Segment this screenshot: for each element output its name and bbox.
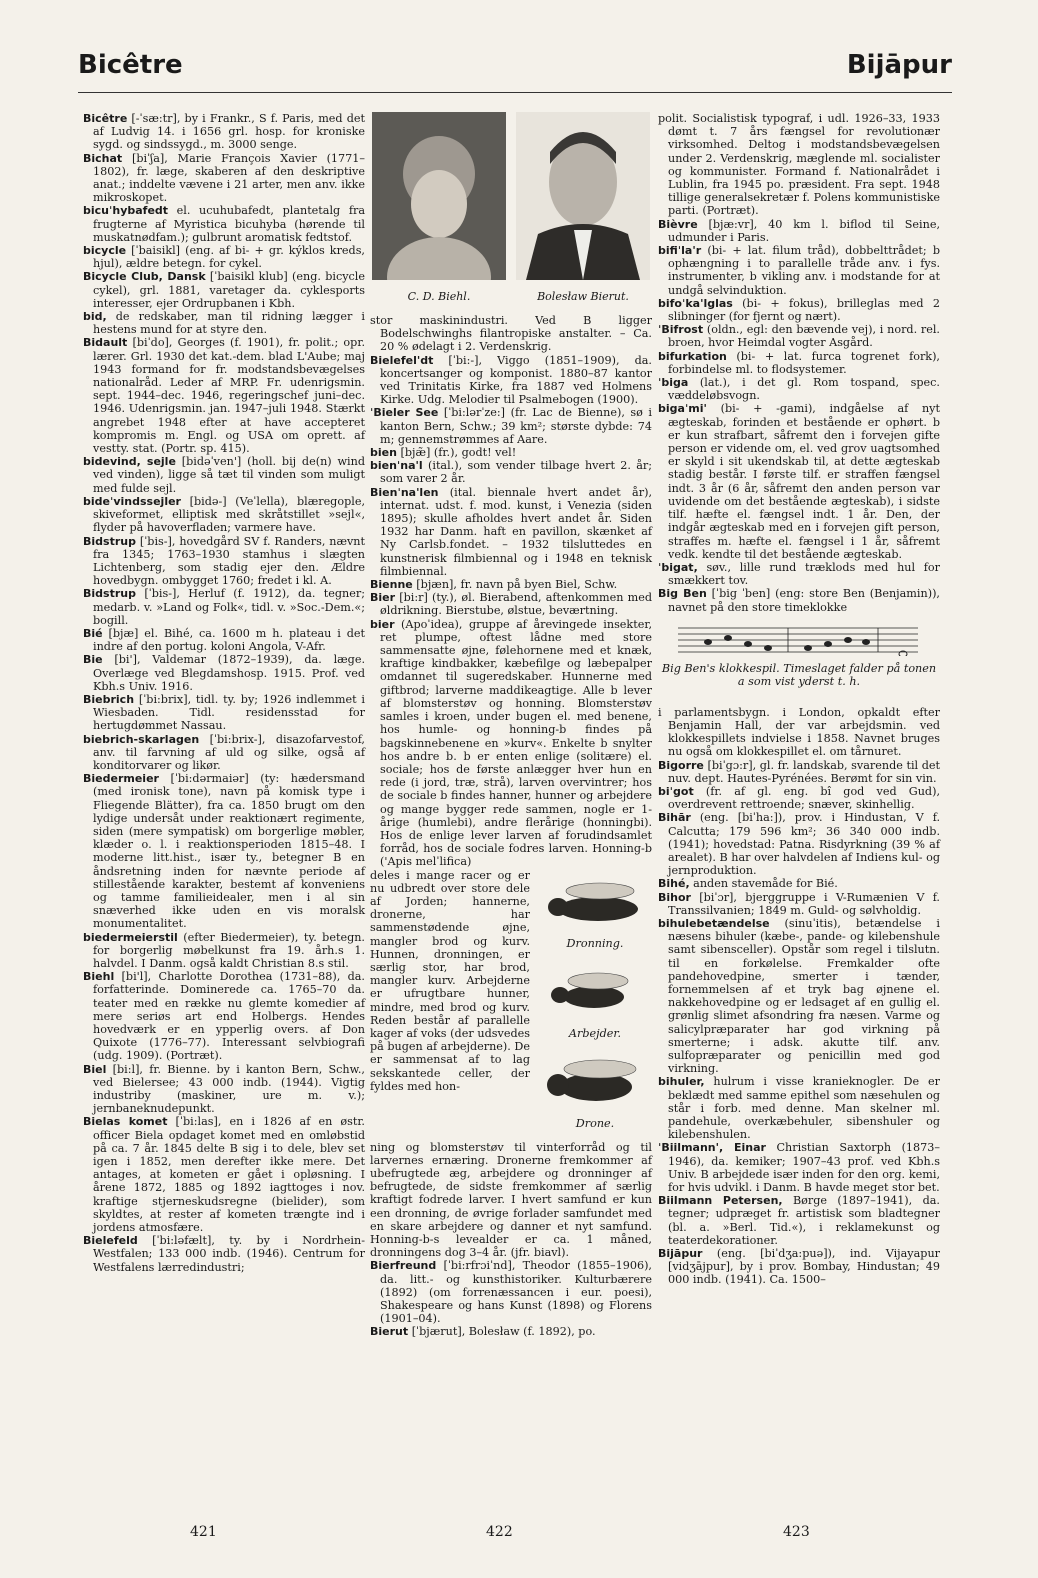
entry-definition: [biˈɔr], bjerggruppe i V-Rumænien V f. Transsilvanien; 1849 m. Guld- og sølvholdig. — [668, 890, 940, 917]
entry-headword: Biehl — [83, 970, 115, 984]
page-number-left: 421 — [190, 1524, 217, 1540]
entry-headword: Bierfreund — [370, 1259, 437, 1273]
entry-headword: Bielefeld — [83, 1234, 138, 1248]
entry-headword: Bièvre — [658, 217, 698, 231]
entry-definition: (Apoˈidea), gruppe af årevingede insekter, ret plumpe, oftest lådne med store sammensatte øjne, følehornene med et knæk, kraftige kindbakker, kæbefilge og læbepalper omdannet til sugeredskaber. Hunnerne med giftbrod; larverne maddikeagtige. Alle b lever af blomsterstøv og honning. Blomsterstøv samles i kroen, under bugen el. med benene, hos humle- og honning-b findes på bagskinnebenene en »kurv«. Enkelte b snylter hos andre b. b er enten enlige (solitære) el. sociale; hos de første anlægger hver hun en rede (i jord, træ, strå), larven overvintrer; hos de sociale b findes hanner, hunner og arbejdere og mange bygger rede sammen, nogle er 1-årige (humlebi), andre flerårige (honningbi). Hos de enlige lever larven af forudindsamlet forråd, hos de sociale fodres larven. Honning-b ('Apis melˈlifica) — [380, 617, 652, 869]
entry-headword: ˈbigat, — [658, 560, 698, 574]
dictionary-entry — [658, 759, 940, 785]
entry-headword: Bielefel'dt — [370, 353, 434, 367]
entry-headword: Biilmann Petersen, — [658, 1194, 783, 1208]
entry-headword: bienˈna'l — [370, 459, 423, 473]
dictionary-entry — [83, 1063, 365, 1116]
dictionary-entry — [658, 1141, 940, 1194]
portrait-biehl — [372, 112, 506, 280]
dictionary-entry — [658, 877, 940, 890]
dictionary-entry — [83, 1115, 365, 1234]
entry-definition: (fr. af gl. eng. bî god ved Gud), overdrevent rettroende; snæver, skinhellig. — [668, 784, 940, 812]
entry-definition: (ital. biennale hvert andet år), internat. udst. f. mod. kunst, i Venezia (siden 1895); skulle afholdes hvert andet år. Siden 1932 har Danm. haft en pavillon, skænket af Ny Carlsb.fondet. – 1932 tilsluttedes en kunstnerisk filmbiennal og i 1948 en teknisk filmbiennal. — [380, 485, 652, 578]
entry-headword: Bidault — [83, 336, 128, 350]
dictionary-entry — [370, 591, 652, 617]
dictionary-entry — [83, 970, 365, 1062]
entry-definition: (eng. [biˈha:]), prov. i Hindustan, V f. Calcutta; 179 596 km²; 36 340 000 indb. (1941); hovedstad: Patna. Risdyrkning (39 % af arealet). B har over halvdelen af Indiens kul- og jernproduktion. — [668, 811, 940, 878]
entry-headword: Bier — [370, 591, 396, 605]
entry-definition: (lat.), i det gl. Rom tospand, spec. væddeløbsvogn. — [668, 376, 940, 403]
entry-definition: [bi:l], fr. Bienne. by i kanton Bern, Schw., ved Bielersee; 43 000 indb. (1944). Vigtig industriby (maskiner, ure m. v.); jernbaneknudepunkt. — [93, 1062, 365, 1116]
entry-definition: (ital.), som vender tilbage hvert 2. år; som varer 2 år. — [380, 459, 652, 486]
entry-headword: Biedermeier — [83, 772, 159, 786]
entry-definition: [ˈbjærut], Bolesław (f. 1892), po. — [408, 1325, 596, 1339]
entry-headword: Bicycle Club, Dansk — [83, 270, 206, 284]
dictionary-entry — [658, 112, 940, 218]
dictionary-entry — [658, 811, 940, 877]
entry-definition: i parlamentsbygn. i London, opkaldt efter Benjamin Hall, der var arbejdsmin. ved klokkespillets indvielse i 1858. Navnet bruges nu også om klokkespillet el. om tårnuret. — [658, 705, 940, 759]
dictionary-entry — [83, 112, 365, 152]
entry-headword: bihulebetændelse — [658, 916, 770, 930]
dictionary-entry — [83, 733, 365, 773]
dictionary-entry — [83, 587, 365, 627]
dictionary-entry — [658, 587, 940, 613]
entry-headword: Biel — [83, 1062, 107, 1076]
page-number-middle: 422 — [486, 1524, 513, 1540]
entry-definition: [bidə-] (Veˈlella), blæregople, skiveformet, elliptisk med skråtstillet »sejl«, flyder på havoverfladen; varmere have. — [93, 494, 365, 535]
entry-headword: Bigorre — [658, 758, 704, 772]
running-header — [78, 50, 952, 93]
column-3 — [658, 112, 940, 1287]
bee-illustration-block — [370, 869, 652, 1141]
entry-headword: Bijāpur — [658, 1247, 703, 1261]
dictionary-entry — [83, 455, 365, 495]
entry-definition: [bidəˈven'] (holl. bij de(n) wind ved vinden), ligge så tæt til vinden som muligt med fulde sejl. — [93, 455, 365, 495]
entry-definition: polit. Socialistisk typograf, i udl. 1926–33, 1933 dømt t. 7 års fængsel for revolutionær virksomhed. Deltog i modstandsbevægelsen under 2. Verdenskrig, mæglende ml. socialister og kommunister. Formand f. Nationalrådet i Lublin, fra 1945 po. præsident. Fra sept. 1948 tillige generalsekretær f. Polens kommunistiske parti. (Portræt). — [658, 112, 940, 218]
dictionary-entry — [83, 1234, 365, 1274]
dictionary-entry — [658, 297, 940, 323]
entry-headword: bier — [370, 617, 395, 631]
entry-headword: Bidstrup — [83, 534, 136, 548]
entry-definition: [ˈbi:las], en i 1826 af en østr. officer Biela opdaget komet med en omløbstid på ca. 7 år. 1845 delte B sig i to dele, blev set igen i 1852, men derefter ikke mere. Det antages, at kometen er gået i opløsning. I årene 1872, 1885 og 1892 iagttoges i nov. kraftige stjerneskudsregne (bielider), som skyldtes, at rester af kometen trængte ind i jordens atmosfære. — [93, 1115, 365, 1235]
entry-definition: (eng. [biˈdʒa:puə]), ind. Vijayapur [vidʒājpur], by i prov. Bombay, Hindustan; 49 000 indb. (1941). Ca. 1500– — [668, 1247, 940, 1287]
caption-drone: Drone. — [575, 1116, 615, 1130]
entry-headword: bid, — [83, 310, 107, 324]
entry-definition: [ˈbi:ləfælt], ty. by i Nordrhein-Westfalen; 133 000 indb. (1946). Centrum for Westfalens lærredindustri; — [93, 1234, 365, 1274]
entry-headword: Bichat — [83, 151, 123, 165]
entry-definition: [-ˈsæ:tr], by i Frankr., S f. Paris, med det af Ludvig 14. i 1656 grl. hosp. for kroniske sygd. og sindssygd., m. 3000 senge. — [93, 112, 365, 152]
entry-headword: ˈBieler See — [370, 406, 439, 420]
dictionary-entry — [370, 314, 652, 354]
entry-definition: søv., lille rund træklods med hul for smækkert tov. — [668, 560, 940, 588]
entry-definition: (bi- + lat. filum tråd), dobbelttrådet; b ophængning i to parallelle tråde anv. i fys. instrumenter, b vikling anv. i modstande for at undgå selvinduktion. — [668, 244, 940, 297]
dictionary-entry — [658, 891, 940, 917]
entry-headword: bideˈvindssejler — [83, 494, 181, 508]
entry-headword: Bienne — [370, 578, 413, 592]
entry-definition: Børge (1897–1941), da. tegner; udpræget fr. artistisk som bladtegner (bl. a. »Berl. Tid.«), i reklamekunst og teaterdekorationer. — [668, 1194, 940, 1247]
column-1 — [83, 112, 365, 1274]
dictionary-entry — [658, 1075, 940, 1141]
entry-definition: [ˈbig ˈben] (eng: store Ben (Benjamin)), navnet på den store timeklokke — [668, 587, 940, 614]
dictionary-entry — [83, 495, 365, 535]
caption-biehl: C. D. Biehl. — [407, 290, 471, 303]
dictionary-entry — [658, 706, 940, 759]
dictionary-entry — [83, 310, 365, 336]
entry-definition: anden stavemåde for Bié. — [689, 877, 838, 891]
dictionary-entry — [83, 693, 365, 733]
header-left-word: Bicêtre — [78, 50, 183, 80]
dictionary-entry — [370, 578, 652, 591]
dictionary-entry — [83, 772, 365, 930]
entry-definition: [ˈbis-], hovedgård SV f. Randers, nævnt fra 1345; 1763–1930 stamhus i slægten Lichtenberg, som stadig ejer den. Ældre hovedbygn. ombygget 1760; fredet i kl. A. — [93, 534, 365, 588]
dictionary-entry — [370, 1259, 652, 1325]
dictionary-entry — [83, 627, 365, 653]
entry-definition: [bjæ̃] (fr.), godt! vel! — [396, 446, 517, 460]
dictionary-entry — [83, 270, 365, 310]
entry-headword: ˈBiilmann', Einar — [658, 1141, 766, 1155]
entry-definition: (oldn., egl: den bævende vej), i nord. rel. broen, hvor Heimdal vogter Asgård. — [668, 323, 940, 350]
dictionary-entry — [658, 218, 940, 244]
entry-headword: Bierut — [370, 1325, 409, 1339]
entry-headword: bien — [370, 446, 397, 460]
entry-headword: biedermeierstil — [83, 930, 178, 944]
entry-headword: bidevind, sejle — [83, 455, 176, 469]
entry-definition: [bjæ:vr], 40 km l. biflod til Seine, udmunder i Paris. — [668, 217, 940, 244]
entry-definition: [ˈbaisikl klub] (eng. bicycle cykel), grl. 1881, varetager da. cyklesports interesser, ejer Ordrupbanen i Kbh. — [93, 270, 365, 310]
entry-definition: el. ucuhubafedt, plantetalg fra frugterne af Myristica bicuhyba (hørende til muskatnødfam.); gulbrunt aromatisk fedtstof. — [93, 204, 365, 244]
entry-headword: bicuˈhybafedt — [83, 204, 169, 218]
entry-definition: [ˈbi:brix], tidl. ty. by; 1926 indlemmet i Wiesbaden. Tidl. residensstad for hertugdømmet Nassau. — [93, 692, 365, 733]
header-right-word: Bijāpur — [846, 50, 952, 80]
entry-headword: Bienˈna'len — [370, 485, 439, 499]
dictionary-entry — [83, 931, 365, 971]
entry-headword: Bidstrup — [83, 587, 136, 601]
entry-definition: [ˈbi:lərˈze:] (fr. Lac de Bienne), sø i kanton Bern, Schw.; 39 km²; største dybde: 74 m; gennemstrømmes af Aare. — [380, 406, 652, 446]
queen-bee-image — [538, 873, 652, 935]
entry-definition: [biˈʃa], Marie François Xavier (1771–1802), fr. læge, skaberen af den deskriptive anat.; inddelte vævene i 21 arter, men anv. ikke mikroskopet. — [93, 151, 365, 205]
dictionary-entry — [658, 1194, 940, 1247]
entry-definition: [ˈbi:-], Viggo (1851–1909), da. koncertsanger og komponist. 1880–87 kantor ved Trinitatis Kirke, fra 1887 ved Holmens Kirke. Udg. Melodier til Psalmebogen (1900). — [380, 353, 652, 407]
dictionary-entry — [658, 561, 940, 587]
dictionary-entry — [83, 535, 365, 588]
entry-headword: bigaˈmi' — [658, 402, 707, 416]
entry-headword: ˈbiga — [658, 376, 689, 390]
entry-headword: biebrich-skarlagen — [83, 732, 200, 746]
entry-definition: de redskaber, man til ridning lægger i hestens mund for at styre den. — [93, 310, 365, 337]
entry-definition: (efter Biedermeier), ty. betegn. for borgerlig møbelkunst fra 19. årh.s 1. halvdel. I Danm. også kaldt Christian 8.s stil. — [93, 930, 365, 970]
bee-continuation-text: ning og blomsterstøv til vinterforråd og til larvernes ernæring. Dronerne fremkommer af ubefrugtede æg, arbejdere og dronninger af befrugtede, de sidste fremkommer af særlig kraftigt fodrede larver. I hvert samfund er kun een dronning, de øvrige forlader samfundet med en skare arbejdere og danner et nyt samfund. Honning-b-s levealder er ca. 1 måned, dronningens dog 3–4 år. (jfr. biavl). — [370, 1140, 652, 1260]
entry-definition: [bi'l], Charlotte Dorothea (1731–88), da. forfatterinde. Dominerede ca. 1765–70 da. teater med en række nu glemte komedier af mere seriøs art end Holbergs. Hendes hovedværk er en ypperlig overs. af Don Quixote (1776–77). Interessant selvbiografi (udg. 1909). (Portræt). — [93, 970, 365, 1063]
entry-definition: [ˈbi:rfrɔiˈnd], Theodor (1855–1906), da. litt.- og kunsthistoriker. Kulturbærere (1892) (om forrenæssancen i eur. poesi), Shakespeare og hans Kunst (1898) og Florens (1901–04). — [380, 1259, 652, 1326]
dictionary-entry — [370, 446, 652, 459]
entry-definition: stor maskinindustri. Ved B ligger Bodelschwinghs filantropiske anstalter. – Ca. 20 % ødelagt i 2. Verdenskrig. — [370, 314, 652, 354]
entry-definition: [biˈgɔ:r], gl. fr. landskab, svarende til det nuv. dept. Hautes-Pyrénées. Berømt for sin vin. — [668, 758, 940, 785]
entry-definition: [ˈbi:dərmaiər] (ty: hædersmand (med ironisk tone), navn på komisk type i Fliegende Blätter), fra ca. 1850 brugt om den lydige undersåt under reaktionært regimente, siden (mere sympatisk) om borgerlige møbler, klæder o. l. i reaktionsperioden 1815–48. I moderne litt.hist., især ty., betegner B en åndsretning inden for nævnte periode af stillestående karakter, bestemt af konveniens og tamme familieidealer, men i al sin snæverhed ikke uden en vis moralsk monumentalitet. — [93, 772, 365, 931]
entry-headword: Biebrich — [83, 692, 135, 706]
entry-definition: [ˈbi:brix-], disazofarvestof, anv. til farvning af uld og silke, også af konditorvarer og likør. — [93, 732, 365, 772]
entry-headword: Bihé, — [658, 877, 690, 891]
entry-definition: [ˈbis-], Herluf (f. 1912), da. tegner; medarb. v. »Land og Folk«, tidl. v. »Soc.-Dem.«; bogill. — [93, 587, 365, 627]
dictionary-entry — [83, 244, 365, 270]
entry-headword: Big Ben — [658, 587, 707, 601]
entry-headword: bihuler, — [658, 1075, 705, 1089]
dictionary-entry — [83, 336, 365, 455]
page-number-right: 423 — [783, 1524, 810, 1540]
dictionary-entry — [658, 350, 940, 376]
entry-headword: Bihor — [658, 890, 691, 904]
dictionary-entry — [658, 402, 940, 560]
dictionary-entry — [658, 785, 940, 811]
dictionary-entry — [658, 1247, 940, 1287]
entry-definition: [bi'], Valdemar (1872–1939), da. læge. Overlæge ved Blegdamshosp. 1915. Prof. ved Kbh.s Univ. 1916. — [93, 653, 365, 693]
big-ben-music-figure — [658, 614, 940, 706]
dictionary-entry — [370, 618, 652, 869]
dictionary-entry — [83, 204, 365, 244]
entry-headword: Bielas komet — [83, 1115, 168, 1129]
dictionary-entry — [370, 459, 652, 485]
entry-definition: [bi:r] (ty.), øl. Bierabend, aftenkommen med øldrikning. Bierstube, ølstue, beværtning. — [380, 591, 652, 618]
dictionary-entry — [658, 376, 940, 402]
dictionary-entry — [370, 1325, 652, 1338]
dictionary-entry — [370, 486, 652, 578]
entry-headword: bifurkation — [658, 349, 727, 363]
entry-definition: (sinuˈitis), betændelse i næsens bihuler (kæbe-, pande- og kilebenshule samt sibensceller). Opstår som regel i tilslutn. til en forkølelse. Fremkalder ofte pandehovedpine, smerter i tænder, fornemmelsen af et tryk bag øjnene el. nakkehovedpine og er ledsaget af en gullig el. grønlig slimet afsondring fra næsen. Varme og salicylpræparater har god virkning på smerterne; i adsk. akutte tilf. anv. sulfopræparater og penicillin med god virkning. — [668, 916, 940, 1076]
dictionary-entry — [658, 244, 940, 297]
entry-headword: bifiˈla'r — [658, 244, 702, 258]
entry-definition: hulrum i visse kranieknogler. De er beklædt med samme epithel som næsehulen og står i forb. med denne. Man skelner ml. pandehule, overkæbehuler, sibenshuler og kilebenshulen. — [668, 1075, 940, 1142]
music-staff-image — [678, 622, 918, 656]
caption-queen: Dronning. — [566, 936, 624, 950]
bee-wrap-text: deles i mange racer og er nu udbredt over store dele af Jorden; hannerne, dronerne, har sammenstødende øjne, mangler brod og kurv. Hunnen, dronningen, er særlig stor, har brod, mangler kurv. Arbejderne er ufrugtbare hunner, mindre, med brod og kurv. Reden består af parallelle kager af voks (der udsvedes på bugen af arbejderne). De er sammensat af to lag sekskantede celler, der fyldes med hon- — [370, 868, 530, 1093]
entry-headword: ˈBifrost — [658, 323, 704, 337]
column-2 — [370, 112, 652, 1339]
entry-headword: bifoˈka'lglas — [658, 296, 733, 310]
entry-definition: (bi- + fokus), brilleglas med 2 slibninger (for fjernt og nært). — [668, 296, 940, 324]
dictionary-entry — [83, 653, 365, 693]
entry-definition: (bi- + -gami), indgåelse af nyt ægteskab, forinden et bestående er ophørt. b er kun strafbart, såfremt den i forvejen gifte person er vidende om, el. ved grov uagtsomhed er skyld i sit ukendskab til, at dette ægteskab stadig består. I første tilf. er straffen fængsel indt. 3 år (6 år, såfremt den anden person var uvidende om det bestående ægteskab), i sidste tilf. hæfte el. fængsel indt. 1 år. Den, der indgår ægteskab med en i forvejen gift person, straffes m. hæfte el. fængsel i 1 år, såfremt vedk. kendte til det bestående ægteskab. — [668, 402, 940, 561]
entry-definition: (bi- + lat. furca togrenet fork), forbindelse ml. to flodsystemer. — [668, 349, 940, 376]
entry-headword: biˈgot — [658, 784, 694, 798]
worker-bee-image — [538, 961, 652, 1023]
entry-definition: [bjæn], fr. navn på byen Biel, Schw. — [412, 578, 618, 592]
entry-definition: [biˈdo], Georges (f. 1901), fr. polit.; opr. lærer. Grl. 1930 det kat.-dem. blad L'Aube; maj 1943 formand for fr. modstandsbevægelses nationalråd. Leder af MRP. Fr. udenrigsmin. sept. 1944–dec. 1946, regeringschef juni–dec. 1946. Udenrigsmin. jan. 1947–juli 1948. Stærkt angrebet 1948 efter at have accepteret kompromis m. Engl. og USA om oprett. af vestty. stat. (Portr. sp. 415). — [93, 336, 365, 456]
drone-bee-image — [538, 1051, 652, 1113]
entry-definition: Christian Saxtorph (1873–1946), da. kemiker; 1907–43 prof. ved Kbh.s Univ. B arbejdede især inden for den org. kemi, for hvis udvikl. i Danm. B havde meget stor bet. — [668, 1141, 940, 1195]
entry-definition: [ˈbaisikl] (eng. af bi- + gr. kýklos kreds, hjul), ældre betegn. for cykel. — [93, 244, 365, 271]
dictionary-entry — [658, 917, 940, 1075]
music-caption: Big Ben's klokkespil. Timeslaget falder på tonen a som vist yderst t. h. — [661, 661, 937, 688]
entry-headword: Bié — [83, 626, 103, 640]
entry-headword: Bihār — [658, 811, 691, 825]
caption-bierut: Bolesław Bierut. — [537, 290, 629, 303]
dictionary-entry — [83, 152, 365, 205]
dictionary-entry — [658, 323, 940, 349]
portrait-photos — [370, 112, 652, 314]
dictionary-entry — [370, 406, 652, 446]
entry-headword: Bicêtre — [83, 112, 128, 125]
dictionary-entry — [370, 354, 652, 407]
entry-definition: [bjæ] el. Bihé, ca. 1600 m h. plateau i det indre af den portug. koloni Angola, V-Afr. — [93, 626, 365, 654]
entry-headword: bicycle — [83, 244, 127, 258]
entry-headword: Bie — [83, 653, 103, 667]
portrait-bierut — [516, 112, 650, 280]
caption-worker: Arbejder. — [568, 1026, 622, 1040]
